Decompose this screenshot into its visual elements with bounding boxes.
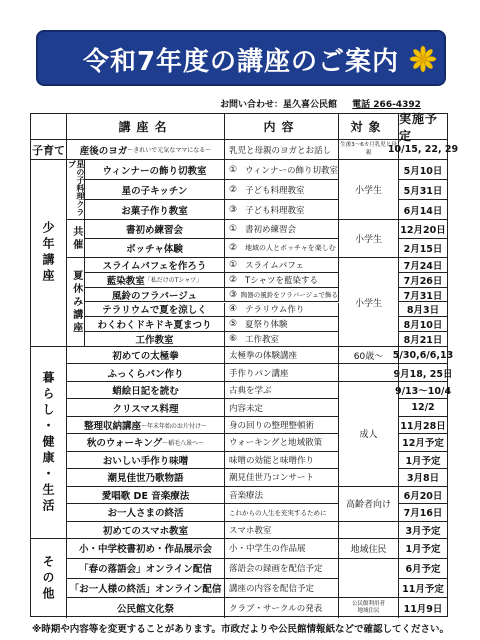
course-date: 5月10日 bbox=[399, 160, 447, 180]
course-date: 7月24日 bbox=[399, 258, 447, 273]
item-number: ② bbox=[229, 274, 238, 285]
content-text: 工作教室 bbox=[245, 335, 280, 346]
course-title: クリスマス料理 bbox=[112, 403, 179, 415]
course-title: 整理収納講座 bbox=[83, 421, 141, 433]
course-content: 内容未定 bbox=[225, 399, 339, 416]
content-text: 子ども料理教室 bbox=[245, 205, 305, 216]
course-content: これからの人生を充実するために bbox=[225, 504, 339, 521]
item-number: ① bbox=[229, 164, 238, 175]
course-content: 古典を学ぶ bbox=[225, 382, 339, 399]
course-date: 11月28日 bbox=[399, 417, 447, 434]
course-content: 身の回りの整理整頓術 bbox=[225, 417, 339, 434]
item-number: ⑤ bbox=[229, 319, 238, 330]
content-text: 地域の人とボッチャを楽しむ bbox=[245, 244, 336, 252]
course-content: 潮見佳世乃コンサート bbox=[225, 469, 339, 486]
course-name: 「春の落語会」オンライン配信 bbox=[67, 559, 225, 579]
course-date: 3月予定 bbox=[399, 522, 447, 539]
course-name: 「お一人様の終活」オンライン配信 bbox=[67, 579, 225, 599]
course-title: テラリウムで夏を涼しく bbox=[102, 305, 207, 317]
course-date: 1月予定 bbox=[399, 452, 447, 469]
course-subtitle: 「私だけのTシャツ」 bbox=[144, 277, 203, 285]
contact-info bbox=[220, 97, 421, 110]
course-title: ふっくらパン作り bbox=[107, 368, 184, 380]
course-date: 8月21日 bbox=[399, 332, 447, 347]
course-date: 11月予定 bbox=[399, 579, 447, 599]
course-content: 味噌の効能と味噌作り bbox=[225, 452, 339, 469]
course-subtitle: ～きれいで元気なママになる～ bbox=[127, 147, 212, 154]
course-content: クラブ・サークルの発表 bbox=[225, 598, 339, 618]
category-kurashi: 暮らし・健康・生活 bbox=[31, 347, 67, 539]
course-date: 10/15, 22, 29 bbox=[399, 140, 447, 160]
course-target: 60歳～ bbox=[339, 347, 399, 364]
course-target: 小学生 bbox=[339, 258, 399, 347]
contact-label: お問い合わせ：星久喜公民館 bbox=[220, 100, 338, 110]
course-date: 7月26日 bbox=[399, 273, 447, 288]
course-title: 秋のウォーキング bbox=[86, 438, 163, 450]
course-date: 2月15日 bbox=[399, 239, 447, 258]
course-title: おいしい手作り味噌 bbox=[102, 455, 189, 467]
item-number: ② bbox=[229, 243, 238, 253]
item-number: ③ bbox=[229, 289, 238, 300]
course-date: 1月予定 bbox=[399, 539, 447, 559]
course-subtitle: ～稲毛八景ヘ～ bbox=[162, 439, 205, 447]
course-date: 12月20日 bbox=[399, 220, 447, 239]
course-title: お一人さまの終活 bbox=[107, 508, 184, 520]
course-date: 8月3日 bbox=[399, 303, 447, 318]
item-number: ① bbox=[229, 224, 238, 234]
course-title: わくわくドキドキ夏まつり bbox=[97, 320, 212, 332]
course-name: 星の子キッチン bbox=[85, 180, 225, 200]
content-text: 子ども料理教室 bbox=[245, 185, 305, 196]
course-name: ボッチャ体験 bbox=[85, 239, 225, 258]
course-title: 産後のヨガ bbox=[79, 145, 128, 157]
course-subtitle: ～年末年始のお片付け～ bbox=[141, 422, 208, 430]
phone-number: 電話 266-4392 bbox=[352, 100, 421, 110]
course-date: 12/2 bbox=[399, 399, 447, 416]
content-text: 陶器の風鈴をフラバージュで飾る bbox=[240, 291, 338, 300]
item-number: ② bbox=[229, 184, 238, 195]
header-schedule: 実施予定 bbox=[399, 114, 447, 140]
course-title: 愛唱歌 DE 音楽療法 bbox=[101, 490, 190, 502]
category-shonen: 少年講座 bbox=[31, 160, 67, 347]
course-date: 3月8日 bbox=[399, 469, 447, 486]
dandelion-icon bbox=[410, 46, 436, 72]
item-number: ① bbox=[229, 259, 238, 270]
course-name: お菓子作り教室 bbox=[85, 200, 225, 220]
subgroup-natsuyasumi: 夏休み講座 bbox=[67, 258, 85, 347]
course-date: 6月14日 bbox=[399, 200, 447, 220]
course-date: 9/13～10/4 bbox=[399, 382, 447, 399]
course-title: 潮見佳世乃歌物語 bbox=[107, 473, 184, 485]
target-line: 公民館利用者 bbox=[351, 600, 385, 607]
content-text: テラリウム作り bbox=[245, 305, 305, 316]
subgroup-kyosai: 共催 bbox=[67, 220, 85, 258]
course-date: 5月31日 bbox=[399, 180, 447, 200]
course-title: 藍染教室 bbox=[106, 275, 145, 287]
header-course-name: 講座名 bbox=[67, 114, 225, 140]
title-banner bbox=[36, 30, 446, 86]
course-date: 6月20日 bbox=[399, 487, 447, 504]
course-content: 太極拳の体験講座 bbox=[225, 347, 339, 364]
course-content: スマホ教室 bbox=[225, 522, 339, 539]
course-content: 小・中学生の作品展 bbox=[225, 539, 339, 559]
header-content: 内容 bbox=[225, 114, 339, 140]
item-number: ④ bbox=[229, 304, 238, 315]
category-sonota: その他 bbox=[31, 539, 67, 618]
course-title: 蛸絵日記を読む bbox=[112, 386, 179, 398]
content-text: ウィンナーの飾り切教室 bbox=[245, 165, 338, 176]
content-text: 書初め練習会 bbox=[245, 225, 297, 235]
course-target: 成人 bbox=[339, 382, 399, 487]
course-date: 9月18, 25日 bbox=[399, 364, 447, 381]
content-text: スライムパフェ bbox=[245, 260, 304, 271]
course-title: 工作教室 bbox=[135, 335, 174, 347]
course-target: 高齢者向け bbox=[339, 487, 399, 522]
course-content: 乳児と母親のヨガとお話し bbox=[225, 140, 339, 160]
course-content: ウォーキングと地域散策 bbox=[225, 434, 339, 451]
content-text: 夏祭り体験 bbox=[245, 320, 288, 331]
course-date: 11月9日 bbox=[403, 604, 443, 616]
course-date: 8月10日 bbox=[399, 317, 447, 332]
footer-note: ※時期や内容等を変更することがあります。市政だよりや公民館情報紙などで確認してください。 bbox=[32, 624, 449, 635]
course-date: 7月16日 bbox=[399, 504, 447, 521]
course-name: ウィンナーの飾り切教室 bbox=[85, 160, 225, 180]
course-title: 風鈴のフラバージュ bbox=[111, 290, 198, 302]
item-number: ③ bbox=[229, 204, 238, 215]
course-name: 書初め練習会 bbox=[85, 220, 225, 239]
course-date: 6月予定 bbox=[399, 559, 447, 579]
course-target: 地域住民 bbox=[339, 539, 399, 559]
course-table-lower bbox=[30, 113, 448, 617]
course-content: 講座の内容を配信予定 bbox=[225, 579, 339, 599]
course-date: 7月31日 bbox=[399, 288, 447, 303]
item-number: ⑥ bbox=[229, 334, 238, 345]
content-text: Tシャツを藍染する bbox=[245, 275, 319, 286]
course-name: 公民館文化祭 bbox=[67, 598, 225, 618]
subgroup-hoshinoko: 星の子料理クラブ bbox=[67, 160, 85, 220]
course-target: 生後3～6カ月乳児と母親 bbox=[339, 140, 399, 160]
header-target: 対象 bbox=[339, 114, 399, 140]
course-title: スライムパフェを作ろう bbox=[102, 260, 207, 272]
course-content: 音楽療法 bbox=[225, 487, 339, 504]
category-kosodate: 子育て bbox=[31, 140, 67, 160]
course-content: 手作りパン講座 bbox=[225, 364, 339, 381]
target-line: 地域住民 bbox=[357, 608, 380, 615]
course-target: 小学生 bbox=[339, 160, 399, 220]
course-date: 5/30,6/6,13 bbox=[399, 347, 447, 364]
course-content: 落語会の録画を配信予定 bbox=[225, 559, 339, 579]
course-target: 小学生 bbox=[339, 220, 399, 258]
course-date: 12月予定 bbox=[399, 434, 447, 451]
course-title: 初めての太極拳 bbox=[112, 351, 179, 363]
page-title: 令和7年度の講座のご案内 bbox=[82, 47, 400, 77]
course-name: 小・中学校書初め・作品展示会 bbox=[67, 539, 225, 559]
course-title: 初めてのスマホ教室 bbox=[102, 525, 189, 537]
